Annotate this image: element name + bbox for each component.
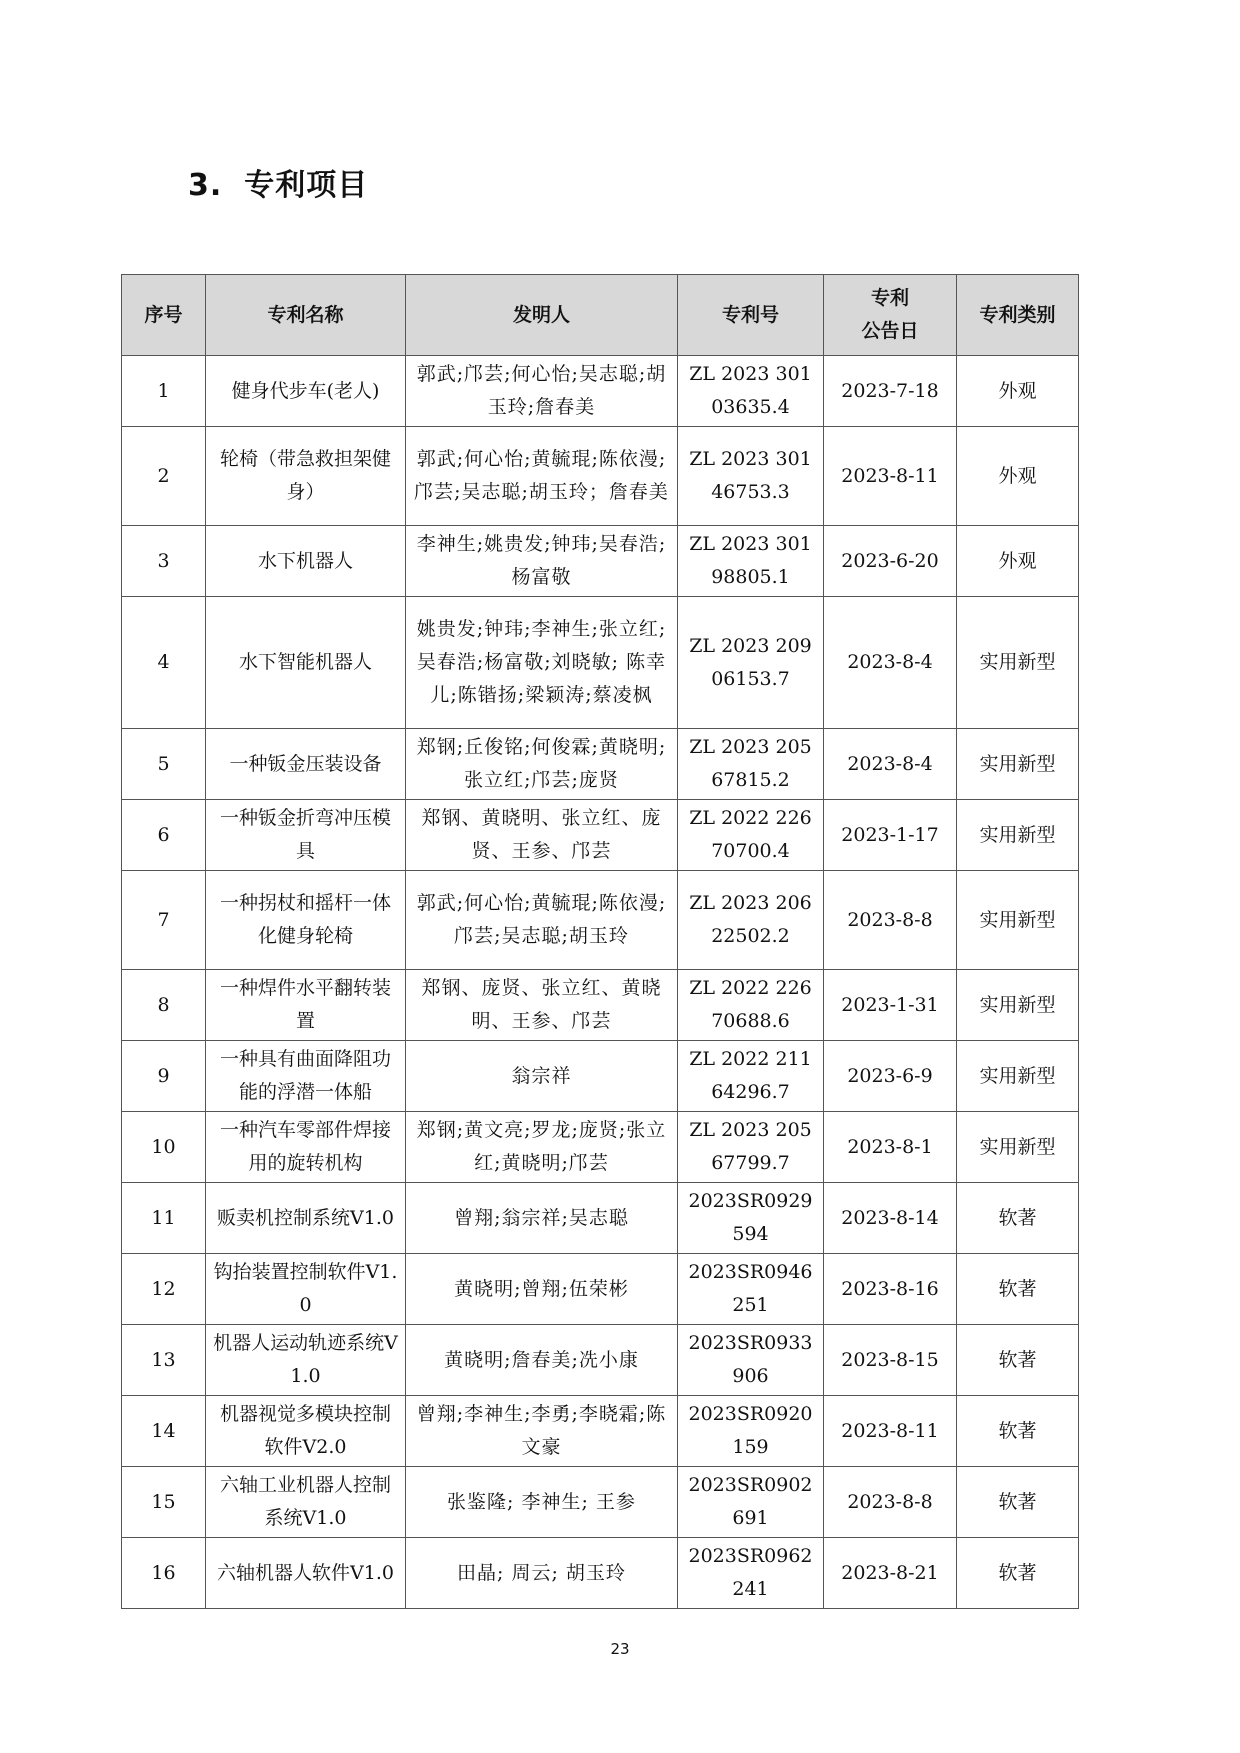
cell-date: 2023-1-31 xyxy=(824,970,957,1041)
table-row xyxy=(122,800,1079,871)
header-number: 专利号 xyxy=(678,275,824,356)
cell-inventors: 曾翔;李神生;李勇;李晓霜;陈文豪 xyxy=(406,1396,678,1467)
cell-seq: 11 xyxy=(122,1183,206,1254)
cell-name: 健身代步车(老人) xyxy=(206,356,406,427)
cell-date: 2023-8-11 xyxy=(824,427,957,526)
cell-number: ZL 2023 20567815.2 xyxy=(678,729,824,800)
cell-inventors: 翁宗祥 xyxy=(406,1041,678,1112)
section-heading xyxy=(188,160,368,204)
cell-inventors: 张鉴隆; 李神生; 王参 xyxy=(406,1467,678,1538)
cell-seq: 16 xyxy=(122,1538,206,1609)
cell-inventors: 郭武;邝芸;何心怡;吴志聪;胡玉玲;詹春美 xyxy=(406,356,678,427)
cell-date: 2023-8-4 xyxy=(824,597,957,729)
table-header-row xyxy=(122,275,1079,356)
cell-name: 机器人运动轨迹系统V1.0 xyxy=(206,1325,406,1396)
section-title: 专利项目 xyxy=(244,168,369,203)
cell-number: 2023SR0929594 xyxy=(678,1183,824,1254)
cell-number: ZL 2023 20567799.7 xyxy=(678,1112,824,1183)
cell-date: 2023-8-4 xyxy=(824,729,957,800)
cell-name: 六轴工业机器人控制系统V1.0 xyxy=(206,1467,406,1538)
cell-type: 软著 xyxy=(957,1467,1079,1538)
header-seq: 序号 xyxy=(122,275,206,356)
header-date-line1: 专利 xyxy=(870,287,909,309)
table-row xyxy=(122,356,1079,427)
table-body xyxy=(122,356,1079,1609)
cell-seq: 4 xyxy=(122,597,206,729)
cell-type: 外观 xyxy=(957,356,1079,427)
cell-inventors: 姚贵发;钟玮;李神生;张立红;吴春浩;杨富敬;刘晓敏; 陈幸儿;陈锴扬;梁颖涛;蔡凌枫 xyxy=(406,597,678,729)
cell-name: 一种钣金压装设备 xyxy=(206,729,406,800)
cell-seq: 8 xyxy=(122,970,206,1041)
cell-type: 实用新型 xyxy=(957,1041,1079,1112)
cell-seq: 15 xyxy=(122,1467,206,1538)
cell-name: 机器视觉多模块控制软件V2.0 xyxy=(206,1396,406,1467)
cell-type: 软著 xyxy=(957,1325,1079,1396)
cell-type: 外观 xyxy=(957,526,1079,597)
cell-type: 软著 xyxy=(957,1254,1079,1325)
cell-date: 2023-8-1 xyxy=(824,1112,957,1183)
cell-seq: 7 xyxy=(122,871,206,970)
cell-name: 贩卖机控制系统V1.0 xyxy=(206,1183,406,1254)
cell-name: 水下智能机器人 xyxy=(206,597,406,729)
cell-inventors: 郑钢、黄晓明、张立红、庞贤、王参、邝芸 xyxy=(406,800,678,871)
cell-seq: 10 xyxy=(122,1112,206,1183)
cell-name: 一种钣金折弯冲压模具 xyxy=(206,800,406,871)
cell-inventors: 郑钢、庞贤、张立红、黄晓明、王参、邝芸 xyxy=(406,970,678,1041)
cell-number: ZL 2023 30146753.3 xyxy=(678,427,824,526)
cell-type: 软著 xyxy=(957,1538,1079,1609)
cell-type: 外观 xyxy=(957,427,1079,526)
cell-type: 实用新型 xyxy=(957,1112,1079,1183)
table-row xyxy=(122,1467,1079,1538)
cell-date: 2023-8-14 xyxy=(824,1183,957,1254)
cell-type: 实用新型 xyxy=(957,597,1079,729)
table-row xyxy=(122,1041,1079,1112)
cell-date: 2023-1-17 xyxy=(824,800,957,871)
cell-date: 2023-8-15 xyxy=(824,1325,957,1396)
cell-date: 2023-7-18 xyxy=(824,356,957,427)
cell-number: ZL 2023 20906153.7 xyxy=(678,597,824,729)
header-date xyxy=(824,275,957,356)
table-row xyxy=(122,526,1079,597)
cell-name: 一种焊件水平翻转装置 xyxy=(206,970,406,1041)
cell-type: 实用新型 xyxy=(957,800,1079,871)
cell-name: 水下机器人 xyxy=(206,526,406,597)
cell-date: 2023-8-8 xyxy=(824,871,957,970)
cell-number: 2023SR0902691 xyxy=(678,1467,824,1538)
cell-number: ZL 2022 22670688.6 xyxy=(678,970,824,1041)
table-row xyxy=(122,970,1079,1041)
cell-type: 软著 xyxy=(957,1396,1079,1467)
cell-number: 2023SR0946251 xyxy=(678,1254,824,1325)
cell-seq: 6 xyxy=(122,800,206,871)
cell-number: 2023SR0962241 xyxy=(678,1538,824,1609)
cell-seq: 3 xyxy=(122,526,206,597)
cell-number: 2023SR0933906 xyxy=(678,1325,824,1396)
cell-inventors: 田晶; 周云; 胡玉玲 xyxy=(406,1538,678,1609)
cell-inventors: 曾翔;翁宗祥;吴志聪 xyxy=(406,1183,678,1254)
table-row xyxy=(122,597,1079,729)
patent-table xyxy=(121,274,1079,1609)
cell-type: 实用新型 xyxy=(957,970,1079,1041)
cell-seq: 12 xyxy=(122,1254,206,1325)
cell-inventors: 黄晓明;曾翔;伍荣彬 xyxy=(406,1254,678,1325)
header-inventor: 发明人 xyxy=(406,275,678,356)
cell-date: 2023-6-9 xyxy=(824,1041,957,1112)
cell-date: 2023-8-21 xyxy=(824,1538,957,1609)
cell-name: 一种拐杖和摇杆一体化健身轮椅 xyxy=(206,871,406,970)
section-number: 3. xyxy=(188,168,223,203)
cell-number: ZL 2022 22670700.4 xyxy=(678,800,824,871)
cell-inventors: 郭武;何心怡;黄毓琨;陈依漫;邝芸;吴志聪;胡玉玲 xyxy=(406,871,678,970)
cell-number: ZL 2023 20622502.2 xyxy=(678,871,824,970)
cell-number: ZL 2023 30103635.4 xyxy=(678,356,824,427)
cell-date: 2023-8-8 xyxy=(824,1467,957,1538)
cell-inventors: 郭武;何心怡;黄毓琨;陈依漫;邝芸;吴志聪;胡玉玲；詹春美 xyxy=(406,427,678,526)
cell-type: 实用新型 xyxy=(957,729,1079,800)
table-row xyxy=(122,1254,1079,1325)
table-row xyxy=(122,427,1079,526)
header-date-line2: 公告日 xyxy=(861,320,919,342)
cell-seq: 14 xyxy=(122,1396,206,1467)
cell-inventors: 郑钢;黄文亮;罗龙;庞贤;张立红;黄晓明;邝芸 xyxy=(406,1112,678,1183)
cell-date: 2023-8-11 xyxy=(824,1396,957,1467)
cell-seq: 9 xyxy=(122,1041,206,1112)
cell-date: 2023-6-20 xyxy=(824,526,957,597)
table-row xyxy=(122,871,1079,970)
table-row xyxy=(122,1112,1079,1183)
cell-seq: 1 xyxy=(122,356,206,427)
header-type: 专利类别 xyxy=(957,275,1079,356)
cell-seq: 13 xyxy=(122,1325,206,1396)
cell-seq: 5 xyxy=(122,729,206,800)
cell-date: 2023-8-16 xyxy=(824,1254,957,1325)
cell-type: 软著 xyxy=(957,1183,1079,1254)
cell-name: 钩抬装置控制软件V1.0 xyxy=(206,1254,406,1325)
cell-name: 一种具有曲面降阻功能的浮潜一体船 xyxy=(206,1041,406,1112)
cell-inventors: 郑钢;丘俊铭;何俊霖;黄晓明;张立红;邝芸;庞贤 xyxy=(406,729,678,800)
cell-seq: 2 xyxy=(122,427,206,526)
table-row xyxy=(122,1183,1079,1254)
table-row xyxy=(122,1538,1079,1609)
cell-type: 实用新型 xyxy=(957,871,1079,970)
header-name: 专利名称 xyxy=(206,275,406,356)
cell-inventors: 黄晓明;詹春美;冼小康 xyxy=(406,1325,678,1396)
cell-number: ZL 2023 30198805.1 xyxy=(678,526,824,597)
table-row xyxy=(122,1396,1079,1467)
table-row xyxy=(122,1325,1079,1396)
cell-name: 六轴机器人软件V1.0 xyxy=(206,1538,406,1609)
cell-name: 一种汽车零部件焊接用的旋转机构 xyxy=(206,1112,406,1183)
table-row xyxy=(122,729,1079,800)
cell-number: ZL 2022 21164296.7 xyxy=(678,1041,824,1112)
page-number: 23 xyxy=(610,1640,630,1658)
cell-number: 2023SR0920159 xyxy=(678,1396,824,1467)
cell-inventors: 李神生;姚贵发;钟玮;吴春浩;杨富敬 xyxy=(406,526,678,597)
cell-name: 轮椅（带急救担架健身） xyxy=(206,427,406,526)
